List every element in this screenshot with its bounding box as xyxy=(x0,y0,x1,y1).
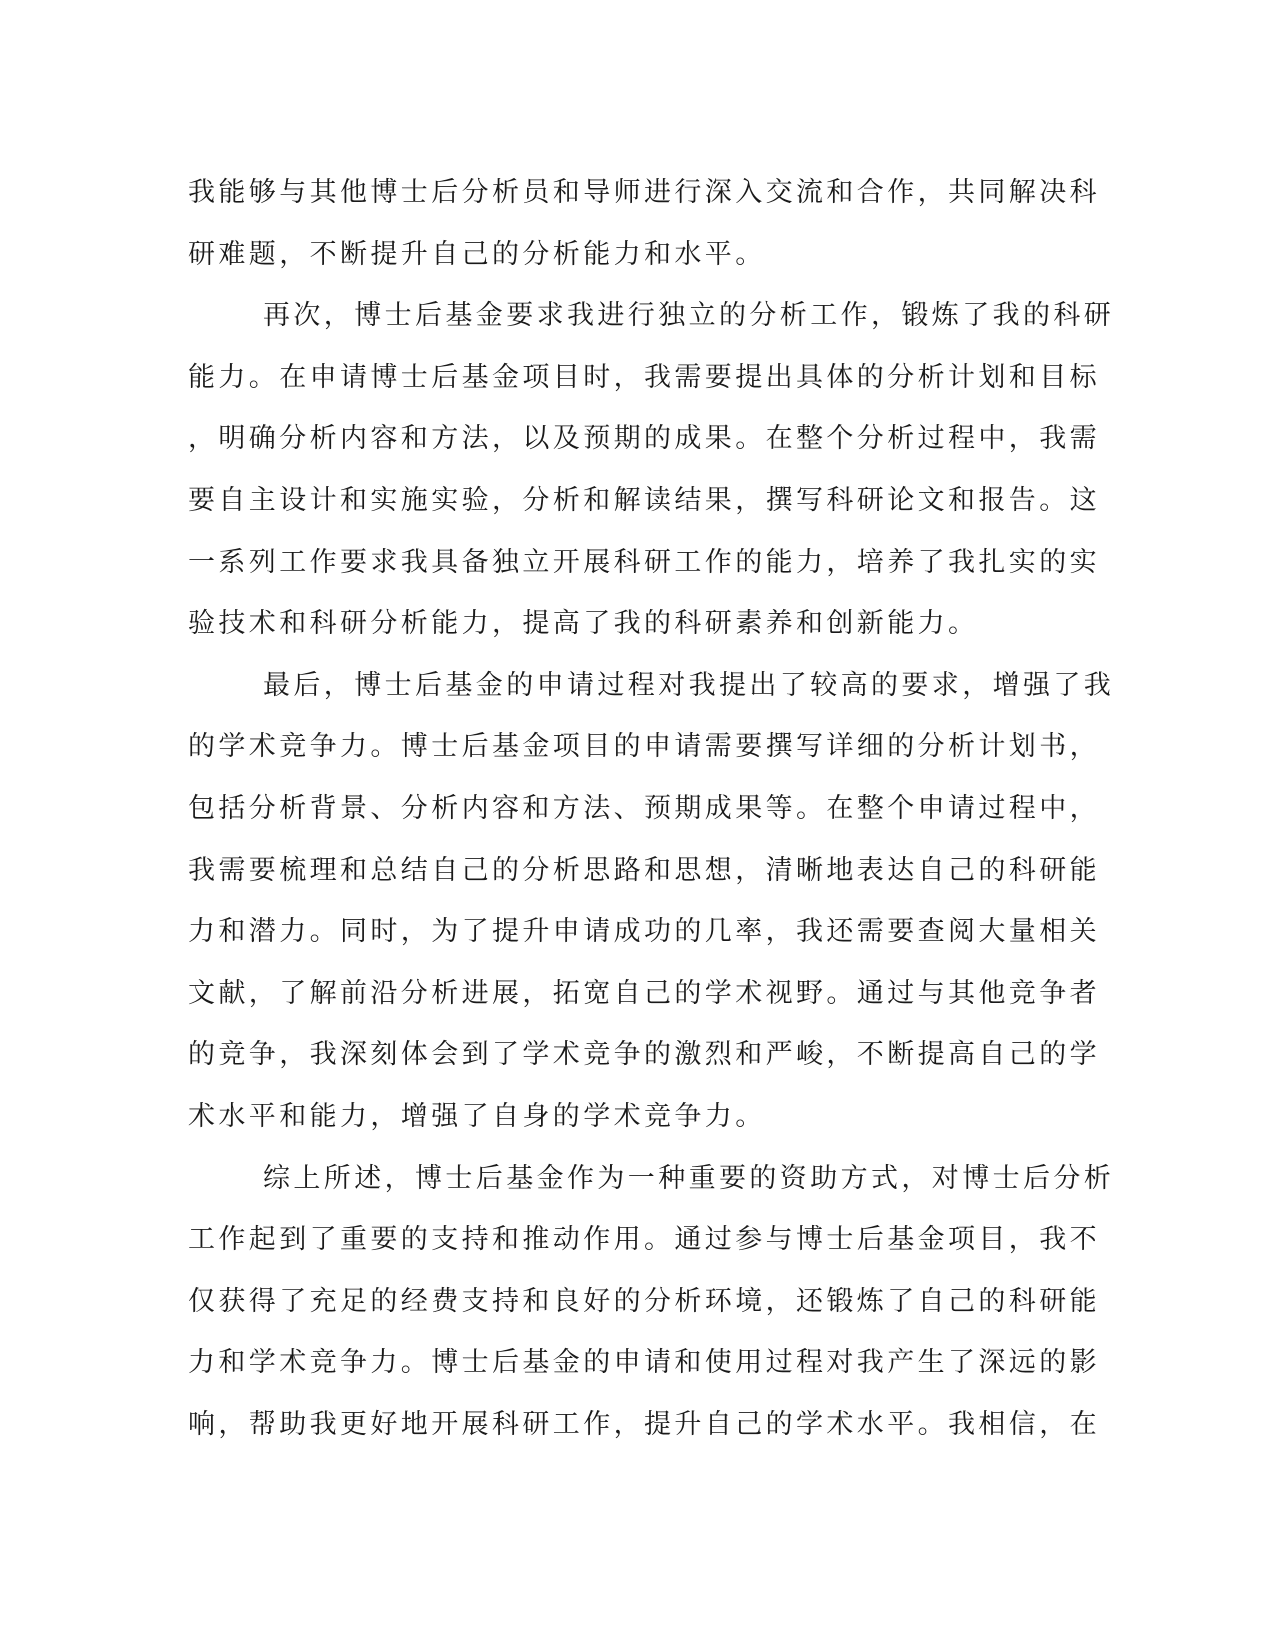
text-line: 文献，了解前沿分析进展，拓宽自己的学术视野。通过与其他竞争者 xyxy=(188,977,1100,1009)
paragraph-first-line: 再次，博士后基金要求我进行独立的分析工作，锻炼了我的科研 xyxy=(263,300,1115,332)
text-line: 我需要梳理和总结自己的分析思路和思想，清晰地表达自己的科研能 xyxy=(188,854,1100,886)
text-line: 的学术竞争力。博士后基金项目的申请需要撰写详细的分析计划书， xyxy=(188,731,1100,763)
text-line: 力和潜力。同时，为了提升申请成功的几率，我还需要查阅大量相关 xyxy=(188,916,1100,948)
text-line: 的竞争，我深刻体会到了学术竞争的激烈和严峻，不断提高自己的学 xyxy=(188,1039,1100,1071)
text-line: 术水平和能力，增强了自身的学术竞争力。 xyxy=(188,1100,766,1132)
text-line: ，明确分析内容和方法，以及预期的成果。在整个分析过程中，我需 xyxy=(188,423,1100,455)
text-line: 我能够与其他博士后分析员和导师进行深入交流和合作，共同解决科 xyxy=(188,177,1100,208)
paragraph-first-line: 综上所述，博士后基金作为一种重要的资助方式，对博士后分析 xyxy=(263,1162,1115,1194)
text-line: 能力。在申请博士后基金项目时，我需要提出具体的分析计划和目标 xyxy=(188,361,1100,393)
text-line: 响，帮助我更好地开展科研工作，提升自己的学术水平。我相信，在 xyxy=(188,1408,1100,1440)
text-line: 力和学术竞争力。博士后基金的申请和使用过程对我产生了深远的影 xyxy=(188,1347,1100,1379)
text-line: 工作起到了重要的支持和推动作用。通过参与博士后基金项目，我不 xyxy=(188,1224,1100,1256)
text-line: 一系列工作要求我具备独立开展科研工作的能力，培养了我扎实的实 xyxy=(188,546,1100,578)
text-line: 包括分析背景、分析内容和方法、预期成果等。在整个申请过程中， xyxy=(188,792,1100,824)
body-text xyxy=(188,162,1115,1455)
text-line: 验技术和科研分析能力，提高了我的科研素养和创新能力。 xyxy=(188,608,979,640)
text-line: 仅获得了充足的经费支持和良好的分析环境，还锻炼了自己的科研能 xyxy=(188,1285,1100,1317)
text-line: 研难题，不断提升自己的分析能力和水平。 xyxy=(188,238,766,270)
paragraph-first-line: 最后，博士后基金的申请过程对我提出了较高的要求，增强了我 xyxy=(263,669,1115,701)
text-line: 要自主设计和实施实验，分析和解读结果，撰写科研论文和报告。这 xyxy=(188,484,1100,516)
